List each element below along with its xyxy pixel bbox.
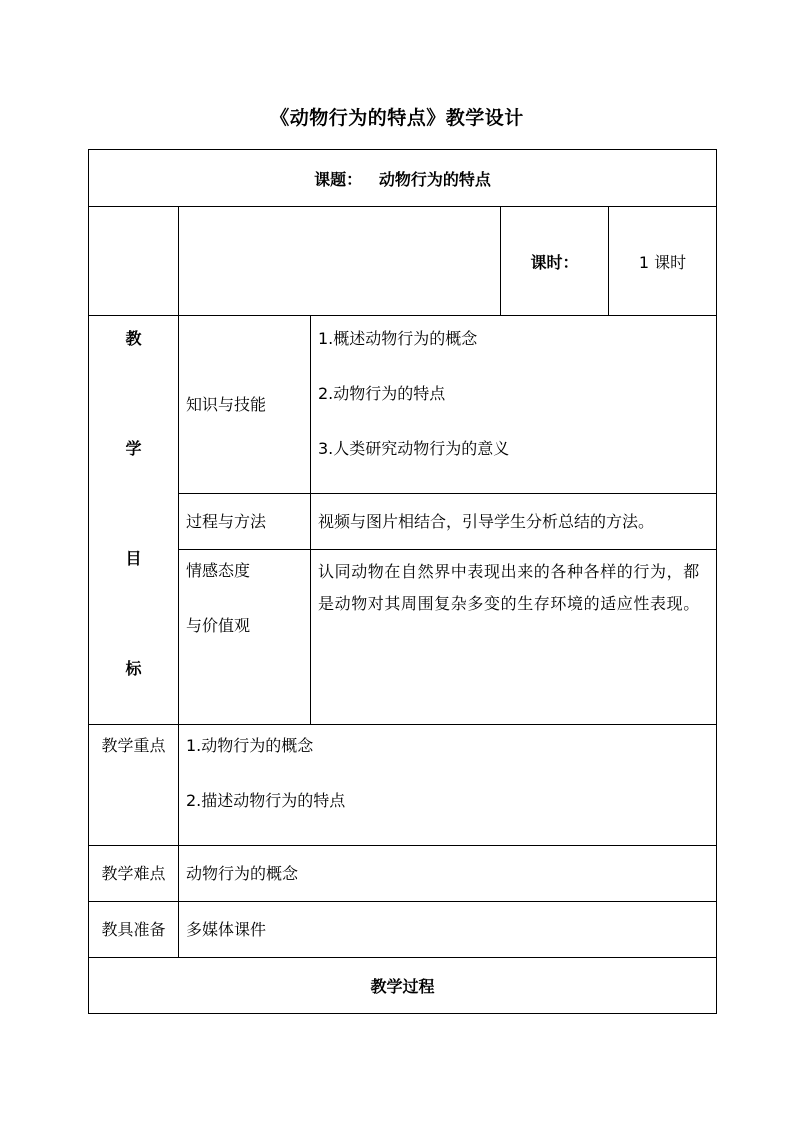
period-label: 课时： xyxy=(501,207,609,316)
goal-process-row xyxy=(89,494,717,550)
difficulty-label: 教学难点 xyxy=(89,846,179,902)
knowledge-label: 知识与技能 xyxy=(179,316,311,494)
tools-text: 多媒体课件 xyxy=(179,902,717,958)
process-label: 过程与方法 xyxy=(179,494,311,550)
goal-emotion-row xyxy=(89,550,717,725)
topic-row xyxy=(89,150,717,207)
knowledge-items xyxy=(311,316,717,494)
goal-knowledge-row xyxy=(89,316,717,494)
knowledge-item: 1.概述动物行为的概念 xyxy=(318,329,478,348)
emotion-label xyxy=(179,550,311,725)
tools-row xyxy=(89,902,717,958)
document-title: 《动物行为的特点》教学设计 xyxy=(270,107,524,129)
goals-label-char: 标 xyxy=(125,659,142,678)
focus-label: 教学重点 xyxy=(89,725,179,846)
knowledge-item: 3.人类研究动物行为的意义 xyxy=(318,439,510,458)
goals-label-char: 教 xyxy=(125,329,142,348)
emotion-label-line: 与价值观 xyxy=(186,616,251,635)
goals-label-cell xyxy=(89,316,179,725)
focus-row xyxy=(89,725,717,846)
emotion-label-line: 情感态度 xyxy=(186,561,251,580)
process-header: 教学过程 xyxy=(89,958,717,1014)
process-text: 视频与图片相结合，引导学生分析总结的方法。 xyxy=(311,494,717,550)
period-blank-cell-1 xyxy=(89,207,179,316)
tools-label: 教具准备 xyxy=(89,902,179,958)
difficulty-row xyxy=(89,846,717,902)
period-row xyxy=(89,207,717,316)
knowledge-item: 2.动物行为的特点 xyxy=(318,384,446,403)
process-header-row xyxy=(89,958,717,1014)
focus-item: 1.动物行为的概念 xyxy=(186,736,314,755)
goals-label-char: 目 xyxy=(125,549,142,568)
focus-item: 2.描述动物行为的特点 xyxy=(186,791,346,810)
period-value: 1 课时 xyxy=(609,207,717,316)
topic-cell xyxy=(89,150,717,207)
lesson-plan-table xyxy=(88,149,717,1014)
topic-label: 课题： xyxy=(314,169,363,189)
difficulty-text: 动物行为的概念 xyxy=(179,846,717,902)
topic-value: 动物行为的特点 xyxy=(378,169,491,189)
period-blank-cell-2 xyxy=(179,207,501,316)
focus-items xyxy=(179,725,717,846)
emotion-text: 认同动物在自然界中表现出来的各种各样的行为，都是动物对其周围复杂多变的生存环境的适应性表现。 xyxy=(311,550,717,725)
goals-label-char: 学 xyxy=(125,439,142,458)
